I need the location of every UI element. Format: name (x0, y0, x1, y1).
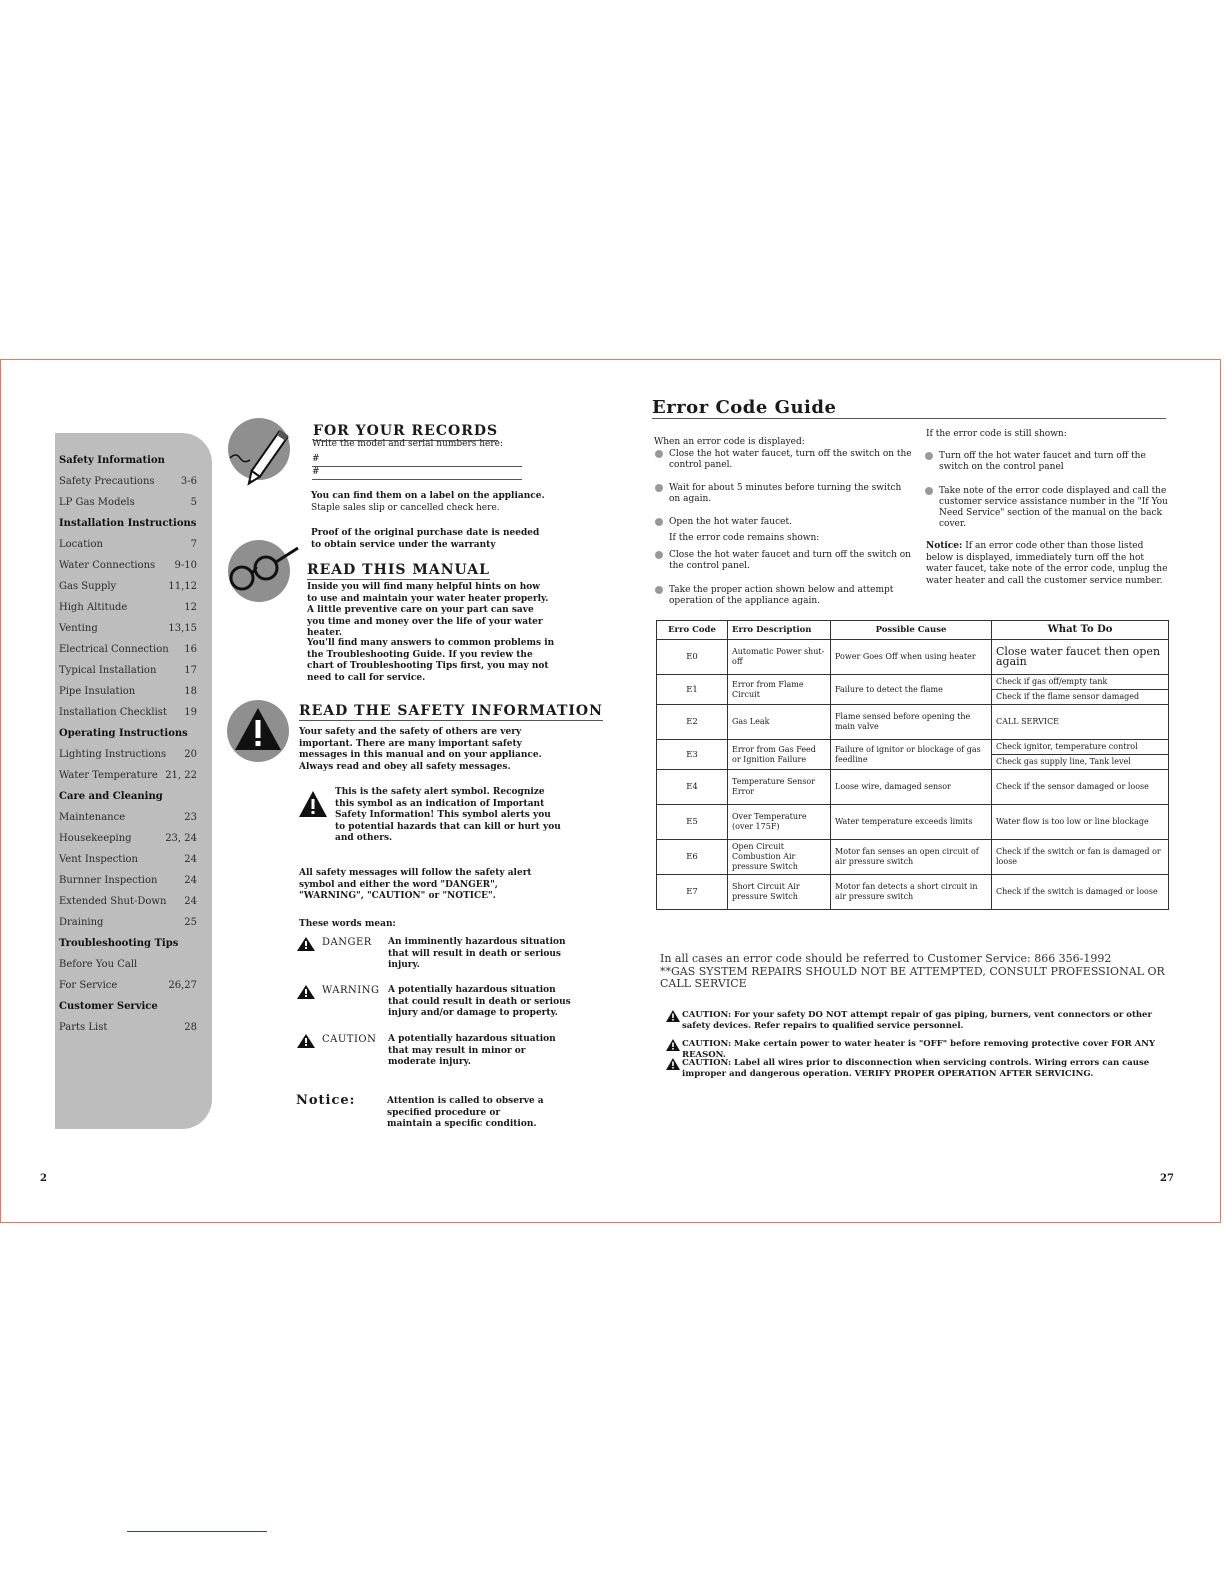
caution-desc: A potentially hazardous situation that may result in minor or moderate injury. (388, 1034, 556, 1067)
toc-item (59, 555, 197, 576)
cell-cause: Loose wire, damaged sensor (831, 770, 992, 805)
bullet-dot-icon (925, 487, 933, 495)
toc-label: Pipe Insulation (59, 686, 136, 697)
toc-label: Maintenance (59, 812, 126, 823)
toc-label: Before You Call (59, 959, 138, 970)
cell-desc: Temperature Sensor Error (728, 770, 831, 805)
ecg-still-bullet-2 (939, 486, 1169, 530)
toc-item (59, 891, 197, 912)
danger-desc: An imminently hazardous situation that will result in death or serious injury. (388, 937, 566, 970)
toc-label: Housekeeping (59, 833, 132, 844)
toc-label: Safety Information (59, 455, 165, 466)
cell-cause: Power Goes Off when using heater (831, 640, 992, 675)
bullet-dot-icon (655, 518, 663, 526)
page-number-left: 2 (40, 1173, 47, 1184)
safety-alert-text: This is the safety alert symbol. Recognize this symbol as an indication of Important Safety Information! This symbol alerts you to potential hazards that can kill or hurt you and others. (335, 787, 561, 843)
toc-page: 7 (190, 539, 197, 550)
toc-page: 9-10 (174, 560, 197, 571)
notice-word: Notice: (296, 1093, 356, 1108)
toc-item (59, 870, 197, 891)
toc-label: High Altitude (59, 602, 128, 613)
cell-todo: Check if the flame sensor damaged (992, 690, 1169, 705)
toc-item (59, 534, 197, 555)
cell-desc: Open Circuit Combustion Air pressure Switch (728, 840, 831, 875)
toc-label: Installation Checklist (59, 707, 167, 718)
table-row (657, 840, 1169, 875)
safety-title: READ THE SAFETY INFORMATION (299, 703, 603, 719)
ecg-bullet-1 (669, 449, 914, 471)
toc-label: Water Temperature (59, 770, 158, 781)
ecg-bullet-2-text: Wait for about 5 minutes before turning the switch on again. (669, 483, 902, 504)
toc-item (59, 639, 197, 660)
records-intro: Write the model and serial numbers here: (312, 439, 504, 449)
cell-desc: Gas Leak (728, 705, 831, 740)
staple-text: Staple sales slip or cancelled check here. (311, 503, 500, 513)
cell-desc: Automatic Power shut-off (728, 640, 831, 675)
toc-label: Parts List (59, 1022, 108, 1033)
toc-page: 23, 24 (165, 833, 197, 844)
toc-page: 16 (184, 644, 197, 655)
ecg-remains-note: If the error code remains shown: (669, 533, 820, 543)
cell-cause: Motor fan senses an open circuit of air pressure switch (831, 840, 992, 875)
toc-label: Draining (59, 917, 104, 928)
toc-item (59, 807, 197, 828)
read-manual-title: READ THIS MANUAL (307, 562, 491, 578)
toc-label: Safety Precautions (59, 476, 155, 487)
toc-item (59, 849, 197, 870)
toc-label: Installation Instructions (59, 518, 197, 529)
cell-desc: Over Temperature (over 175F) (728, 805, 831, 840)
cell-desc: Error from Gas Feed or Ignition Failure (728, 740, 831, 770)
header-code: Erro Code (657, 621, 728, 640)
toc-label: Extended Shut-Down (59, 896, 167, 907)
table-row (657, 740, 1169, 755)
toc-item (59, 975, 197, 996)
warning-desc: A potentially hazardous situation that could result in death or serious injury and/or damage to property. (388, 985, 571, 1018)
toc-page: 24 (184, 854, 197, 865)
ecg-notice-text: If an error code other than those listed below is displayed, immediately turn off the hot water faucet, take note of the error code, unplug the water heater and call the customer service number. (926, 541, 1168, 586)
table-row (657, 675, 1169, 690)
table-row (657, 705, 1169, 740)
ecg-still-intro: If the error code is still shown: (926, 429, 1067, 439)
toc-page: 18 (184, 686, 197, 697)
toc-item (59, 471, 197, 492)
cell-code: E2 (657, 705, 728, 740)
words-mean: These words mean: (299, 919, 396, 929)
caution-alert-icon (297, 1034, 315, 1048)
safety-alert-icon (298, 790, 328, 818)
toc-item (59, 597, 197, 618)
table-header-row (657, 621, 1169, 640)
label-location-text: You can find them on a label on the appliance. (311, 491, 545, 501)
page-number-right: 27 (1160, 1173, 1174, 1184)
ecg-intro: When an error code is displayed: (654, 437, 805, 447)
toc-label: Water Connections (59, 560, 156, 571)
pencil-icon (228, 418, 290, 480)
cell-todo: Check if the switch or fan is damaged or loose (992, 840, 1169, 875)
toc-section-heading (59, 996, 197, 1017)
toc-item (59, 681, 197, 702)
table-row (657, 640, 1169, 675)
cell-code: E3 (657, 740, 728, 770)
toc-page: 20 (184, 749, 197, 760)
toc-section-heading (59, 933, 197, 954)
bullet-dot-icon (655, 484, 663, 492)
ecg-bullet-4-text: Close the hot water faucet and turn off the switch on the control panel. (669, 550, 911, 571)
toc-item (59, 618, 197, 639)
ecg-still-bullet-1-text: Turn off the hot water faucet and turn off the switch on the control panel (939, 451, 1146, 472)
toc-page: 5 (190, 497, 197, 508)
error-code-table (656, 620, 1169, 910)
caution-1-text: CAUTION: For your safety DO NOT attempt repair of gas piping, burners, vent connectors or other safety devices. Refer repairs to qualified service personnel. (682, 1010, 1152, 1031)
toc-item (59, 954, 197, 975)
cell-todo: CALL SERVICE (992, 705, 1169, 740)
danger-alert-icon (297, 937, 315, 951)
toc-page: 13,15 (168, 623, 197, 634)
toc-label: Vent Inspection (59, 854, 138, 865)
cell-cause: Flame sensed before opening the main valve (831, 705, 992, 740)
toc-page: 26,27 (168, 980, 197, 991)
cell-desc: Short Circuit Air pressure Switch (728, 875, 831, 910)
danger-word: DANGER (322, 937, 372, 948)
bullet-dot-icon (925, 452, 933, 460)
serial-hash: # (312, 467, 320, 477)
toc-item (59, 912, 197, 933)
table-body (657, 640, 1169, 910)
toc-page: 17 (184, 665, 197, 676)
cell-todo: Check if the sensor damaged or loose (992, 770, 1169, 805)
proof-text: Proof of the original purchase date is needed to obtain service under the warranty (311, 528, 540, 550)
bullet-dot-icon (655, 450, 663, 458)
cell-todo: Check if the switch is damaged or loose (992, 875, 1169, 910)
model-hash: # (312, 454, 320, 464)
records-title: FOR YOUR RECORDS (313, 423, 499, 439)
read-manual-p1: Inside you will find many helpful hints on how to use and maintain your water heater properly. A little preventive care on your part can save you time and money over the life of your water heater. (307, 582, 549, 638)
header-cause: Possible Cause (831, 621, 992, 640)
caution-2-icon (666, 1039, 680, 1051)
toc-item (59, 744, 197, 765)
toc-page: 25 (184, 917, 197, 928)
gas-repair-warning: **GAS SYSTEM REPAIRS SHOULD NOT BE ATTEMPTED, CONSULT PROFESSIONAL OR CALL SERVICE (660, 965, 1165, 990)
toc-page: 21, 22 (165, 770, 197, 781)
toc-page: 28 (184, 1022, 197, 1033)
ecg-notice (926, 541, 1170, 587)
toc-page: 24 (184, 875, 197, 886)
error-code-guide-title: Error Code Guide (652, 397, 837, 418)
cell-code: E1 (657, 675, 728, 705)
safety-p1: Your safety and the safety of others are very important. There are many important safety messages in this manual and on your appliance. Always read and obey all safety messages. (299, 727, 542, 772)
cell-code: E4 (657, 770, 728, 805)
ecg-bullet-1-text: Close the hot water faucet, turn off the switch on the control panel. (669, 449, 912, 470)
ecg-notice-label: Notice: (926, 541, 963, 551)
toc-label: Care and Cleaning (59, 791, 163, 802)
toc-section-heading (59, 786, 197, 807)
cell-cause: Motor fan detects a short circuit in air pressure switch (831, 875, 992, 910)
toc-label: LP Gas Models (59, 497, 135, 508)
toc-label: Location (59, 539, 103, 550)
toc-label: Troubleshooting Tips (59, 938, 179, 949)
caution-2-text: CAUTION: Make certain power to water heater is "OFF" before removing protective cover FOR ANY REASON. (682, 1039, 1156, 1060)
table-row (657, 875, 1169, 910)
ecg-bullet-5 (669, 585, 899, 607)
toc-label: Gas Supply (59, 581, 117, 592)
toc-page: 3-6 (180, 476, 197, 487)
cell-todo: Check gas supply line, Tank level (992, 755, 1169, 770)
ecg-bullet-4 (669, 550, 917, 572)
toc-item (59, 702, 197, 723)
notice-desc: Attention is called to observe a specified procedure or maintain a specific condition. (387, 1096, 544, 1129)
warning-word: WARNING (322, 985, 380, 996)
glasses-icon (228, 540, 290, 602)
safety-warning-icon (227, 700, 289, 762)
safety-p2: All safety messages will follow the safety alert symbol and either the word "DANGER", "WARNING", "CAUTION" or "NOTICE". (299, 868, 532, 901)
title-rule (652, 418, 1166, 419)
link-underline (127, 1531, 267, 1532)
toc-label: Venting (59, 623, 98, 634)
toc-section-heading (59, 723, 197, 744)
bullet-dot-icon (655, 551, 663, 559)
ecg-bullet-3-text: Open the hot water faucet. (669, 517, 792, 527)
toc-page: 24 (184, 896, 197, 907)
toc-list (59, 450, 197, 1038)
cell-cause: Failure of ignitor or blockage of gas feedline (831, 740, 992, 770)
read-manual-p2: You'll find many answers to common problems in the Troubleshooting Guide. If you review the chart of Troubleshooting Tips first, you may not need to call for service. (307, 638, 555, 683)
cell-todo: Check ignitor, temperature control (992, 740, 1169, 755)
table-row (657, 805, 1169, 840)
caution-1-icon (666, 1010, 680, 1022)
ecg-still-bullet-2-text: Take note of the error code displayed and call the customer service assistance number in the "If You Need Service" section of the manual on the back cover. (939, 486, 1168, 529)
serial-number-line (312, 467, 522, 480)
toc-label: For Service (59, 980, 118, 991)
toc-page: 19 (184, 707, 197, 718)
toc-section-heading (59, 513, 197, 534)
toc-label: Lighting Instructions (59, 749, 167, 760)
toc-item (59, 828, 197, 849)
caution-word: CAUTION (322, 1034, 377, 1045)
toc-item (59, 660, 197, 681)
cell-todo: Check if gas off/empty tank (992, 675, 1169, 690)
cell-code: E5 (657, 805, 728, 840)
toc-section-heading (59, 450, 197, 471)
toc-item (59, 1017, 197, 1038)
toc-item (59, 492, 197, 513)
ecg-bullet-2 (669, 483, 914, 505)
toc-label: Typical Installation (59, 665, 157, 676)
caution-3-icon (666, 1058, 680, 1070)
model-number-line (312, 454, 522, 467)
table-of-contents (55, 433, 212, 1129)
customer-service-line: In all cases an error code should be referred to Customer Service: 866 356-1992 (660, 952, 1112, 965)
cell-code: E0 (657, 640, 728, 675)
warning-alert-icon (297, 985, 315, 999)
cell-cause: Failure to detect the flame (831, 675, 992, 705)
cell-code: E7 (657, 875, 728, 910)
caution-3-text: CAUTION: Label all wires prior to disconnection when servicing controls. Wiring errors can cause improper and dangerous operation. VERIFY PROPER OPERATION AFTER SERVICING. (682, 1058, 1150, 1079)
toc-label: Operating Instructions (59, 728, 188, 739)
cell-code: E6 (657, 840, 728, 875)
header-todo: What To Do (992, 621, 1169, 640)
cell-todo: Water flow is too low or line blockage (992, 805, 1169, 840)
toc-label: Electrical Connection (59, 644, 169, 655)
table-row (657, 770, 1169, 805)
toc-label: Customer Service (59, 1001, 158, 1012)
bullet-dot-icon (655, 586, 663, 594)
toc-page: 12 (184, 602, 197, 613)
cell-desc: Error from Flame Circuit (728, 675, 831, 705)
ecg-still-bullet-1 (939, 451, 1169, 473)
toc-page: 23 (184, 812, 197, 823)
toc-label: Burnner Inspection (59, 875, 158, 886)
header-description: Erro Description (728, 621, 831, 640)
ecg-bullet-5-text: Take the proper action shown below and attempt operation of the appliance again. (669, 585, 894, 606)
toc-page: 11,12 (168, 581, 197, 592)
cell-cause: Water temperature exceeds limits (831, 805, 992, 840)
toc-item (59, 576, 197, 597)
ecg-bullet-3 (669, 517, 914, 528)
cell-todo: Close water faucet then open again (992, 640, 1169, 675)
toc-item (59, 765, 197, 786)
